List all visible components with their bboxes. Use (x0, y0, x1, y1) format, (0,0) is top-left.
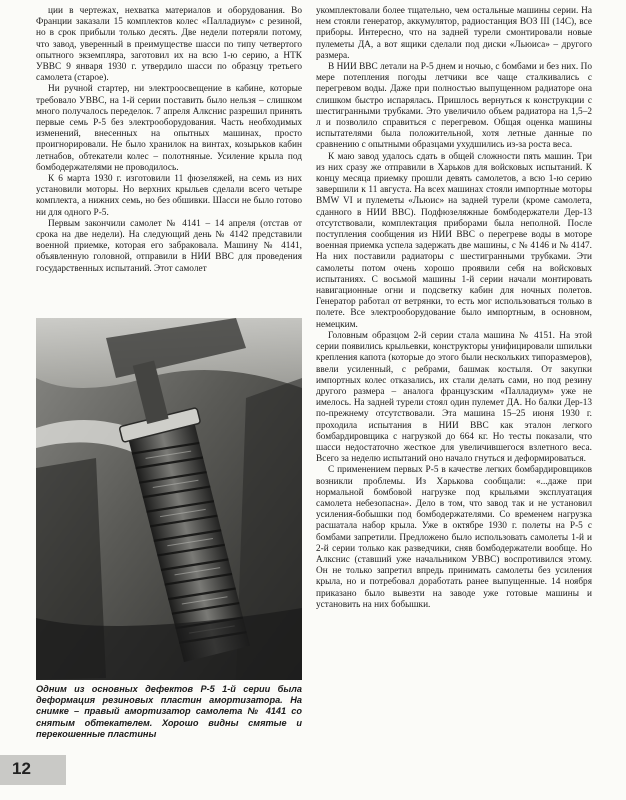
paragraph: Головным образцом 2-й серии стала машина № 4151. На этой серии появились крыльевки, конструкторы унифицировали шпильки крепления капота (которые до этого были нескольких типоразмеров), ввели усиленный, с ребрами, башмак костыля. От закупки импортных колес отказались, их стали делать сами, но под резину другого размера – аналога французским «Палладиум» уже не имелось. На задней турели стоял один пулемет ДА. Но балки Дер-13 по-прежнему отсутствовали. Эта машина 15–25 июня 1930 г. проходила испытания в НИИ ВВС как эталон легкого бомбардировщика с нагрузкой до 664 кг. Но тесты показали, что шасси недостаточно жесткое для увеличившегося взлетного веса. Всего за неделю испытаний оно начало гнуться и деформироваться. (316, 330, 592, 465)
paragraph: ции в чертежах, нехватка материалов и оборудования. Во Франции заказали 15 комплектов колес «Палладиум» с резиной, но в срок прибыли только десять. Две недели потеряли потому, что завод, уверенный в преимуществе шасси по типу четвертого опытного экземпляра, заготовил их на всю 1-ю серию, а НТК УВВС 9 января 1930 г. утвердило шасси по образцу третьего самолета (старое). (36, 6, 302, 84)
text-column-right (316, 6, 592, 768)
paragraph: Первым закончили самолет № 4141 – 14 апреля (отстав от срока на две недели). На следующий день № 4142 представили военной приемке, которая его забраковала. Машину № 4141, объявленную головной, отправили в НИИ ВВС для проведения государственных испытаний. Этот самолет (36, 218, 302, 274)
text-column-left (36, 6, 302, 316)
shock-absorber-photo-illustration (36, 318, 302, 680)
paragraph: укомплектовали более тщательно, чем остальные машины серии. На нем стояли генератор, аккумулятор, радиостанция ВОЗ III (14С), все приборы. Интересно, что на задней турели смонтировали новые пулеметы ДА, а вот ящики сделали под диски «Льюиса» – другого размера. (316, 6, 592, 61)
page-number: 12 (12, 759, 31, 778)
paragraph: В НИИ ВВС летали на Р-5 днем и ночью, с бомбами и без них. По мере потепления погоды летчики все чаще сталкивались с перегревом воды. Даже при полностью выпущенном радиаторе она слишком быстро испарялась. Пришлось вернуться к конструкции с шестигранными трубками. Это увеличило объем радиатора на 1,5–2 л и позволило справиться с перегревом. Общая оценка машины испытателями была положительной, хотя летные данные по сравнению с опытными образцами ухудшились из-за роста веса. (316, 62, 592, 151)
paragraph: С применением первых Р-5 в качестве легких бомбардировщиков возникли проблемы. Из Харькова сообщали: «...даже при нормальной бомбовой нагрузке под крыльями эксплуатация самолета небезопасна». Дело в том, что завод так и не установил усиления-бобышки под бомбодержателями. Со временем нагрузка расшатала набор крыла. Уже в октябре 1930 г. полеты на Р-5 с бомбами запретили. Предложено было использовать самолеты 1-й и 2-й серии только как разведчики, сняв бомбодержатели вообще. Но Алкснис (ставший уже начальником УВВС) воспротивился этому. Он не только запретил впредь принимать самолеты без усиления крыла, но и потребовал доработать ранее выпущенные. 14 ноября приказано было вывезти на заводе уже готовые машины и установить на них бобышки. (316, 465, 592, 610)
paragraph: К 6 марта 1930 г. изготовили 11 фюзеляжей, на семь из них установили моторы. Но верхних крыльев сделали всего четыре комплекта, а нижних семь, но без обшивки. Шасси не было готово ни для одного Р-5. (36, 174, 302, 218)
paragraph: Ни ручной стартер, ни электроосвещение в кабине, которые требовало УВВС, на 1-й серии поставить было нельзя – слишком много получалось переделок. 7 апреля Алкснис разрешил принять первые семь Р-5 без электрооборудования. Часть необходимых изменений, внесенных на опытных машинах, просто проигнорировали. Не было хранилок на винтах, козырьков кабин летнабов, обтекатели колес – полотняные. Усиление крыла под бомбодержателями не проводилось. (36, 84, 302, 173)
photo-shock-absorber (36, 318, 302, 680)
photo-caption: Одним из основных дефектов Р-5 1-й серии была деформация резиновых пластин амортизатора. На снимке – правый амортизатор самолета № 4141 со снятым обтекателем. Хорошо видны смятые и перекошенные пластины (36, 684, 302, 739)
paragraph: К маю завод удалось сдать в общей сложности пять машин. Три из них сразу же отправили в Харьков для войсковых испытаний. К концу месяца приемку прошли девять самолетов, а всю 1-ю серию завершили к 11 августа. На всех машинах стояли импортные моторы BMW VI и пулеметы «Льюис» на задней турели (кроме самолета, сданного в НИИ ВВС). Подфюзеляжные бомбодержатели Дер-13 отсутствовали, комплектация приборами была неполной. После поступления сообщения из НИИ ВВС о перегреве воды в моторе военная приемка успела задержать две машины, с № 4146 и № 4147. На них поставили радиаторы с шестигранными трубками. Эти самолеты потом очень хорошо проявили себя на войсковых испытаниях. С восьмой машины 1-й серии начали монтировать навигационные огни и подсветку кабин для ночных полетов. Генератор работал от ветрянки, то есть мог использоваться только в полете. Все электрооборудование было импортным, в основном, немецким. (316, 151, 592, 330)
page-number-tab (0, 755, 66, 785)
